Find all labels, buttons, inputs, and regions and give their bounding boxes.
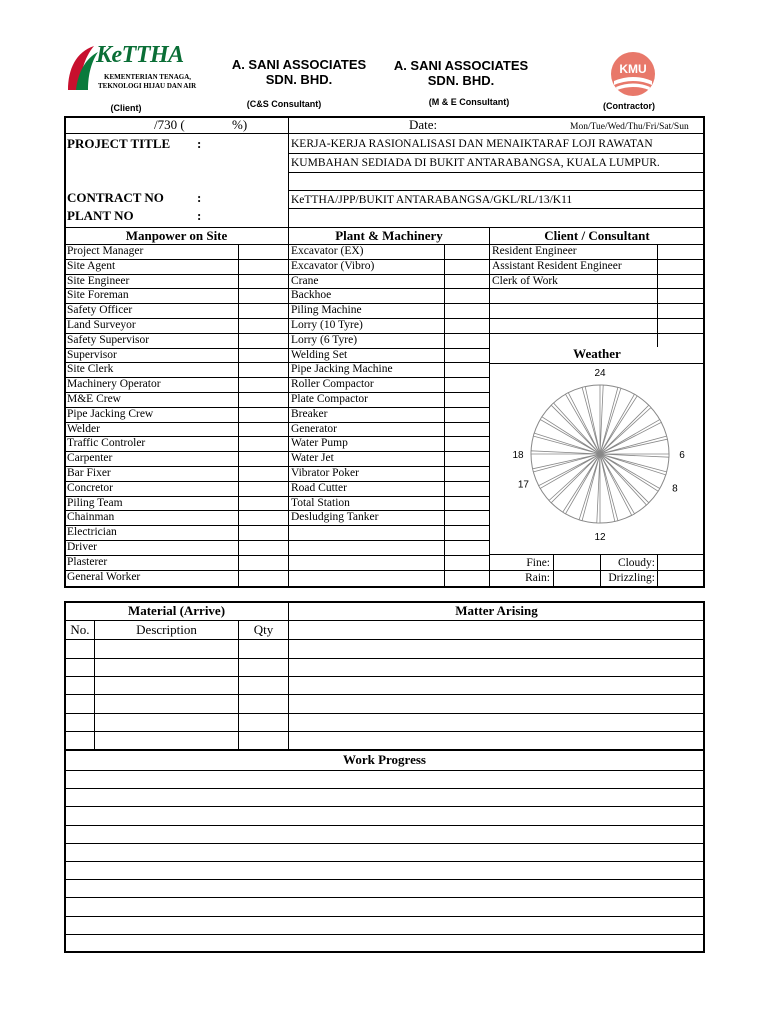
client-count-input[interactable] bbox=[658, 318, 704, 333]
cs-consultant-name bbox=[214, 57, 384, 87]
material-row[interactable] bbox=[65, 677, 288, 694]
manpower-item: Project Manager bbox=[67, 245, 144, 257]
plant-count-input[interactable] bbox=[445, 303, 488, 318]
contract-no-colon: : bbox=[197, 190, 202, 205]
me-firm-line2: SDN. BHD. bbox=[427, 73, 495, 88]
plant-item bbox=[291, 525, 443, 540]
manpower-item: Carpenter bbox=[67, 452, 113, 465]
manpower-item: Safety Supervisor bbox=[67, 333, 150, 346]
material-row[interactable] bbox=[65, 732, 288, 749]
manpower-count-input[interactable] bbox=[239, 274, 287, 289]
plant-item: Backhoe bbox=[291, 289, 332, 302]
plant-count-input[interactable] bbox=[445, 348, 488, 363]
client-item bbox=[492, 288, 656, 303]
dial-hour-label: 18 bbox=[512, 450, 524, 461]
plant-item: Crane bbox=[291, 274, 319, 287]
plant-item: Water Jet bbox=[291, 452, 334, 465]
client-role: (Client) bbox=[110, 103, 142, 113]
plant-item: Lorry (6 Tyre) bbox=[291, 333, 358, 346]
manpower-item: Site Clerk bbox=[67, 363, 114, 376]
plant-count-input[interactable] bbox=[445, 496, 488, 511]
dial-hour-label: 24 bbox=[594, 368, 606, 379]
plant-count-input[interactable] bbox=[445, 318, 488, 333]
manpower-item: Machinery Operator bbox=[67, 378, 161, 391]
matter-arising-row[interactable] bbox=[289, 677, 704, 694]
work-progress-row[interactable] bbox=[65, 826, 704, 843]
work-progress-title: Work Progress bbox=[343, 752, 426, 767]
client-count-input[interactable] bbox=[658, 244, 704, 259]
manpower-count-input[interactable] bbox=[239, 555, 287, 570]
manpower-count-input[interactable] bbox=[239, 392, 287, 407]
fine-label: Fine: bbox=[526, 557, 550, 569]
manpower-count-input[interactable] bbox=[239, 510, 287, 525]
plant-item: Desludging Tanker bbox=[291, 511, 379, 524]
work-progress-row[interactable] bbox=[65, 935, 704, 952]
plant-count-input[interactable] bbox=[445, 510, 488, 525]
rain-label: Rain: bbox=[525, 572, 550, 584]
manpower-title: Manpower on Site bbox=[125, 228, 228, 243]
manpower-item: Chainman bbox=[67, 511, 115, 524]
contractor-logo bbox=[610, 51, 656, 97]
plant-count-input[interactable] bbox=[445, 333, 488, 348]
client-item: Clerk of Work bbox=[492, 274, 558, 287]
plant-item: Generator bbox=[291, 422, 337, 435]
work-progress-row[interactable] bbox=[65, 807, 704, 824]
plant-count-input[interactable] bbox=[445, 525, 488, 540]
manpower-count-input[interactable] bbox=[239, 303, 287, 318]
manpower-item: Driver bbox=[67, 541, 98, 553]
manpower-count-input[interactable] bbox=[239, 288, 287, 303]
client-logo-sub1: KEMENTERIAN TENAGA, bbox=[104, 73, 191, 81]
plant-count-input[interactable] bbox=[445, 392, 488, 407]
manpower-item: M&E Crew bbox=[67, 393, 121, 405]
client-count-input[interactable] bbox=[658, 303, 704, 318]
cloudy-input[interactable] bbox=[658, 555, 704, 570]
client-item: Assistant Resident Engineer bbox=[492, 259, 622, 272]
dial-hour-label: 6 bbox=[679, 450, 685, 461]
plant-count-input[interactable] bbox=[445, 377, 488, 392]
plant-item: Water Pump bbox=[291, 437, 348, 450]
manpower-count-input[interactable] bbox=[239, 570, 287, 585]
manpower-item: Piling Team bbox=[67, 496, 123, 509]
manpower-item: Bar Fixer bbox=[67, 467, 111, 479]
manpower-item: Plasterer bbox=[67, 555, 108, 568]
work-progress-row[interactable] bbox=[65, 917, 704, 934]
manpower-item: Land Surveyor bbox=[67, 319, 136, 331]
manpower-count-input[interactable] bbox=[239, 422, 287, 437]
manpower-item: Supervisor bbox=[67, 348, 117, 361]
plant-item bbox=[291, 570, 443, 585]
material-row[interactable] bbox=[65, 714, 288, 731]
material-title: Material (Arrive) bbox=[127, 603, 226, 618]
client-count-input[interactable] bbox=[658, 274, 704, 289]
plant-count-input[interactable] bbox=[445, 451, 488, 466]
plant-item bbox=[291, 555, 443, 570]
manpower-item: Concretor bbox=[67, 481, 113, 494]
plant-title: Plant & Machinery bbox=[335, 228, 443, 243]
plant-count-input[interactable] bbox=[445, 481, 488, 496]
project-title-colon: : bbox=[197, 136, 202, 151]
client-logo-sub2: TEKNOLOGI HIJAU DAN AIR bbox=[98, 82, 197, 90]
manpower-count-input[interactable] bbox=[239, 244, 287, 259]
me-consultant-name bbox=[376, 58, 546, 88]
plant-item: Piling Machine bbox=[291, 304, 362, 317]
cs-firm-line2: SDN. BHD. bbox=[265, 72, 333, 87]
matter-title: Matter Arising bbox=[455, 603, 538, 618]
plant-item: Pipe Jacking Machine bbox=[291, 363, 393, 376]
col-qty: Qty bbox=[253, 623, 274, 637]
manpower-count-input[interactable] bbox=[239, 377, 287, 392]
plant-count-input[interactable] bbox=[445, 555, 488, 570]
work-progress-row[interactable] bbox=[65, 898, 704, 915]
plant-item: Road Cutter bbox=[291, 481, 347, 494]
contractor-logo-text: KMU bbox=[619, 62, 647, 76]
manpower-count-input[interactable] bbox=[239, 540, 287, 555]
manpower-count-input[interactable] bbox=[239, 436, 287, 451]
manpower-count-input[interactable] bbox=[239, 333, 287, 348]
material-row[interactable] bbox=[65, 640, 288, 657]
plant-item: Welding Set bbox=[291, 348, 348, 361]
manpower-item: Welder bbox=[67, 422, 100, 435]
plant-count-input[interactable] bbox=[445, 259, 488, 274]
client-logo bbox=[66, 44, 201, 96]
manpower-count-input[interactable] bbox=[239, 496, 287, 511]
plant-no-label: PLANT NO bbox=[67, 208, 134, 223]
plant-count-input[interactable] bbox=[445, 362, 488, 377]
col-description: Description bbox=[136, 623, 197, 637]
drizzling-input[interactable] bbox=[658, 571, 704, 586]
rain-input[interactable] bbox=[554, 571, 600, 586]
plant-item: Roller Compactor bbox=[291, 378, 374, 391]
client-count-input[interactable] bbox=[658, 288, 704, 303]
project-title-line2: KUMBAHAN SEDIADA DI BUKIT ANTARABANGSA, KUALA LUMPUR. bbox=[291, 157, 660, 169]
work-progress-row[interactable] bbox=[65, 771, 704, 788]
manpower-item: General Worker bbox=[67, 570, 141, 583]
plant-no-colon: : bbox=[197, 208, 202, 223]
cs-firm-line1: A. SANI ASSOCIATES bbox=[231, 57, 367, 72]
client-item: Resident Engineer bbox=[492, 245, 577, 257]
weather-title: Weather bbox=[573, 346, 621, 361]
plant-item: Vibrator Poker bbox=[291, 467, 359, 479]
dial-hour-label: 8 bbox=[672, 483, 678, 495]
plant-count-input[interactable] bbox=[445, 244, 488, 259]
manpower-count-input[interactable] bbox=[239, 407, 287, 422]
plant-item: Plate Compactor bbox=[291, 393, 368, 405]
manpower-count-input[interactable] bbox=[239, 481, 287, 496]
dial-hour-label: 17 bbox=[517, 479, 529, 491]
material-row[interactable] bbox=[65, 695, 288, 712]
matter-arising-row[interactable] bbox=[289, 640, 704, 657]
col-no: No. bbox=[70, 623, 90, 637]
manpower-count-input[interactable] bbox=[239, 466, 287, 481]
cs-consultant-role: (C&S Consultant) bbox=[246, 99, 322, 109]
manpower-count-input[interactable] bbox=[239, 318, 287, 333]
manpower-item: Electrician bbox=[67, 526, 117, 539]
plant-count-input[interactable] bbox=[445, 274, 488, 289]
plant-count-input[interactable] bbox=[445, 407, 488, 422]
plant-item: Excavator (EX) bbox=[291, 245, 364, 257]
plant-count-input[interactable] bbox=[445, 422, 488, 437]
matter-arising-row[interactable] bbox=[289, 714, 704, 731]
fine-input[interactable] bbox=[554, 555, 600, 570]
manpower-count-input[interactable] bbox=[239, 259, 287, 274]
manpower-count-input[interactable] bbox=[239, 348, 287, 363]
plant-count-input[interactable] bbox=[445, 288, 488, 303]
manpower-count-input[interactable] bbox=[239, 362, 287, 377]
matter-arising-row[interactable] bbox=[289, 695, 704, 712]
client-item bbox=[492, 303, 656, 318]
plant-count-input[interactable] bbox=[445, 570, 488, 585]
me-firm-line1: A. SANI ASSOCIATES bbox=[393, 58, 529, 73]
contract-no-value: KeTTHA/JPP/BUKIT ANTARABANGSA/GKL/RL/13/K11 bbox=[291, 194, 573, 206]
manpower-item: Site Foreman bbox=[67, 289, 129, 302]
client-title: Client / Consultant bbox=[544, 228, 650, 243]
client-item bbox=[492, 318, 656, 333]
ref-no[interactable]: /730 ( bbox=[154, 118, 185, 132]
client-logo-text: KeTTHA bbox=[96, 42, 184, 68]
me-consultant-role: (M & E Consultant) bbox=[428, 97, 510, 107]
plant-count-input[interactable] bbox=[445, 466, 488, 481]
manpower-item: Site Engineer bbox=[67, 274, 130, 287]
project-title-line1: KERJA-KERJA RASIONALISASI DAN MENAIKTARAF LOJI RAWATAN bbox=[291, 138, 653, 150]
matter-arising-row[interactable] bbox=[289, 732, 704, 749]
percent-complete[interactable]: %) bbox=[232, 118, 248, 132]
plant-item: Excavator (Vibro) bbox=[291, 259, 375, 272]
day-of-week[interactable]: Mon/Tue/Wed/Thu/Fri/Sat/Sun bbox=[570, 122, 689, 132]
work-progress-row[interactable] bbox=[65, 844, 704, 861]
date-label: Date: bbox=[409, 118, 438, 132]
cloudy-label: Cloudy: bbox=[617, 557, 655, 569]
plant-item: Breaker bbox=[291, 407, 328, 420]
dial-hour-label: 12 bbox=[594, 532, 606, 543]
plant-count-input[interactable] bbox=[445, 540, 488, 555]
plant-count-input[interactable] bbox=[445, 436, 488, 451]
material-row[interactable] bbox=[65, 659, 288, 676]
contractor-role: (Contractor) bbox=[603, 101, 655, 111]
plant-item: Total Station bbox=[291, 496, 350, 509]
work-progress-row[interactable] bbox=[65, 880, 704, 897]
manpower-count-input[interactable] bbox=[239, 525, 287, 540]
plant-item bbox=[291, 540, 443, 555]
manpower-item: Traffic Controler bbox=[67, 437, 146, 450]
client-count-input[interactable] bbox=[658, 259, 704, 274]
weather-clock-dial bbox=[490, 364, 704, 554]
manpower-item: Pipe Jacking Crew bbox=[67, 407, 154, 420]
work-progress-row[interactable] bbox=[65, 862, 704, 879]
manpower-count-input[interactable] bbox=[239, 451, 287, 466]
work-progress-row[interactable] bbox=[65, 789, 704, 806]
project-title-label: PROJECT TITLE bbox=[67, 136, 171, 151]
manpower-item: Safety Officer bbox=[67, 304, 133, 317]
matter-arising-row[interactable] bbox=[289, 659, 704, 676]
plant-item: Lorry (10 Tyre) bbox=[291, 319, 363, 331]
drizzling-label: Drizzling: bbox=[608, 572, 655, 584]
manpower-item: Site Agent bbox=[67, 259, 116, 272]
contract-no-label: CONTRACT NO bbox=[67, 190, 164, 205]
